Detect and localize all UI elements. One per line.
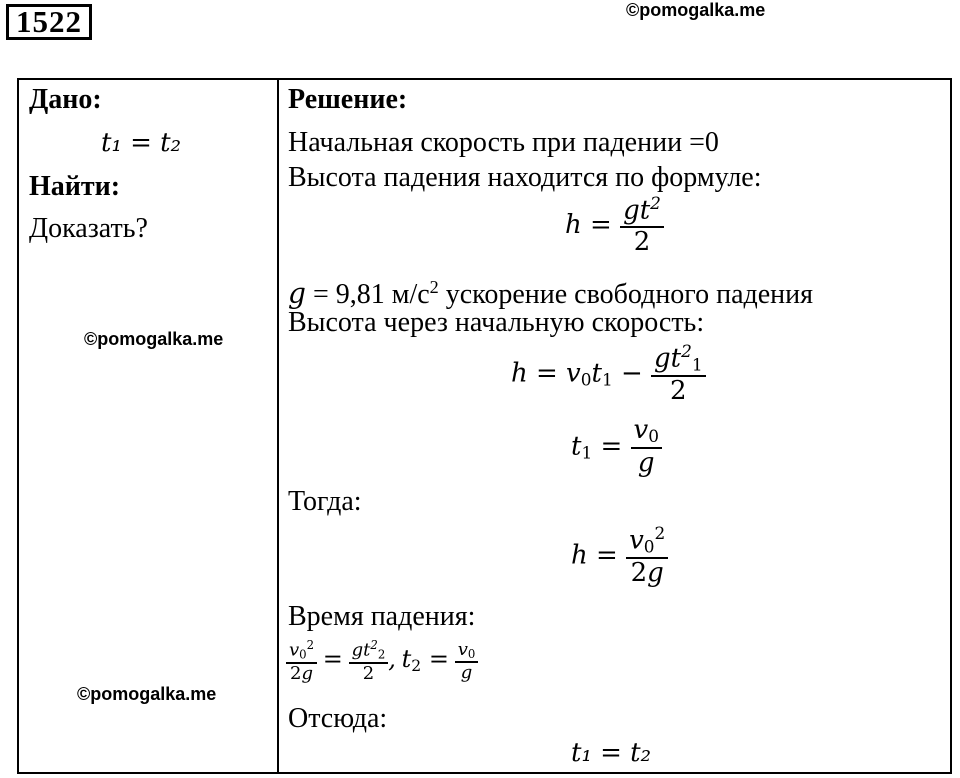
formula-height-time: h = $\frac{gt^2}{2}$ bbox=[565, 194, 664, 258]
find-text: Доказать? bbox=[29, 213, 148, 244]
formula-height-velocity: $h = v_0t_1$ − $\frac{gt^2_1}{2}$ bbox=[511, 342, 706, 407]
column-divider bbox=[277, 80, 279, 772]
gravity-text: ускорение свободного падения bbox=[445, 279, 814, 310]
fall-time-label: Время падения: bbox=[288, 601, 476, 632]
watermark: ©pomogalka.me bbox=[84, 329, 224, 349]
solution-header: Решение: bbox=[288, 84, 408, 115]
given-condition: t₁ = t₂ bbox=[101, 128, 182, 158]
formula-t1: $t_1$ = $\frac{v_0}{g}$ bbox=[571, 416, 662, 479]
watermark: ©pomogalka.me bbox=[77, 684, 217, 704]
watermark: ©pomogalka.me bbox=[626, 0, 766, 20]
find-header: Найти: bbox=[29, 171, 121, 202]
gravity-value: = 9,81 м/с bbox=[312, 279, 430, 310]
then-label: Тогда: bbox=[288, 486, 362, 517]
solution-table bbox=[17, 78, 952, 774]
hence-label: Отсюда: bbox=[288, 703, 388, 734]
solution-line-height-formula: Высота падения находится по формуле: bbox=[288, 162, 762, 193]
given-header: Дано: bbox=[29, 84, 102, 115]
gravity-line: g = 9,81 $м/с^2$ ускорение свободного падения bbox=[288, 277, 814, 310]
problem-number: 1522 bbox=[6, 4, 92, 40]
solution-line-initial-velocity: Высота через начальную скорость: bbox=[288, 307, 705, 338]
formula-t2: $\frac{v_0^2}{2g}$ = $\frac{gt^2_2}{2}$ , $t_2$ = $\frac{v_0}{g}$ bbox=[286, 639, 478, 684]
result-formula: t₁ = t₂ bbox=[571, 738, 652, 768]
solution-line-initial-speed: Начальная скорость при падении =0 bbox=[288, 127, 719, 158]
formula-height-v0: h = $\frac{v_0^2}{2g}$ bbox=[571, 524, 668, 589]
